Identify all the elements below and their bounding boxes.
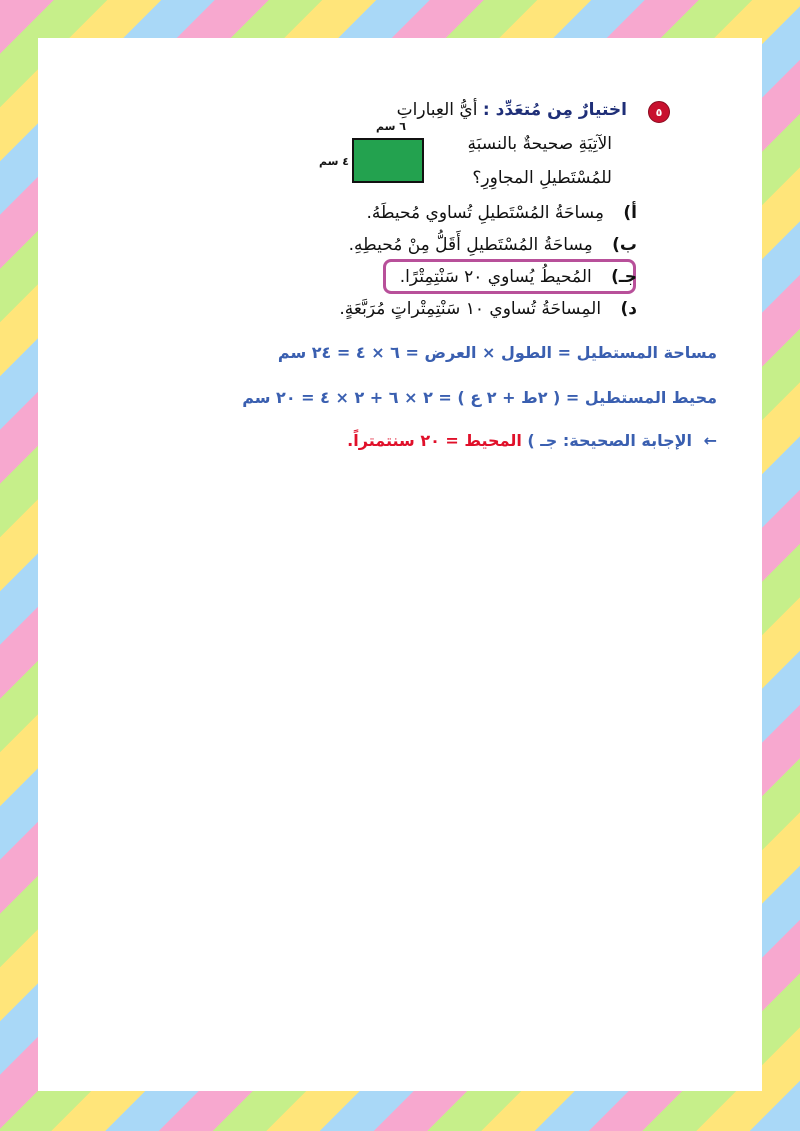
question-text-line3: للمُسْتَطيلِ المجاوِرِ؟ (472, 168, 612, 188)
option-d (339, 299, 637, 319)
option-d-letter: د) (620, 299, 637, 319)
option-c-letter: جـ) (611, 267, 637, 287)
option-d-text: المِساحَةُ تُساوي ١٠ سَنْتِمِتْراتٍ مُرَبَّعَةٍ. (339, 299, 602, 319)
final-answer (347, 431, 717, 450)
option-a (366, 203, 637, 223)
question-title: اختيارٌ مِن مُتعَدِّد : (482, 100, 627, 120)
question-title-row (397, 100, 627, 120)
area-solution-line: مساحة المستطيل = الطول × العرض = ٦ × ٤ = ٢٤ سم (277, 343, 717, 362)
answer-label: الإجابة الصحيحة: جـ ) (527, 431, 693, 450)
option-b (349, 235, 637, 255)
option-a-letter: أ) (623, 203, 637, 223)
worksheet-page (38, 38, 762, 1091)
answer-value: المحيط = ٢٠ سنتمتراً. (347, 431, 522, 450)
question-text-line2: الآتِيَةِ صحيحةٌ بالنسبَةِ (467, 134, 612, 154)
rectangle-figure (352, 138, 424, 183)
arrow-left-icon: ← (703, 431, 717, 450)
option-c-text: المُحيطُ يُساوي ٢٠ سَنْتِمِتْرًا. (399, 267, 592, 287)
option-b-letter: ب) (612, 235, 637, 255)
option-b-text: مِساحَةُ المُسْتَطيلِ أَقَلُّ مِنْ مُحيطِهِ. (348, 235, 593, 255)
question-number-badge: ٥ (648, 101, 670, 123)
rectangle-width-label: ٦ سم (376, 120, 406, 133)
option-c (400, 267, 637, 287)
rectangle-height-label: ٤ سم (319, 155, 349, 168)
perimeter-solution-line: محيط المستطيل = ( ٢ط + ٢ ع ) = ٢ × ٦ + ٢ × ٤ = ٢٠ سم (242, 388, 717, 407)
question-text-line1: أيُّ العِباراتِ (396, 100, 478, 120)
option-a-text: مِساحَةُ المُسْتَطيلِ تُساوي مُحيطَهُ. (366, 203, 604, 223)
